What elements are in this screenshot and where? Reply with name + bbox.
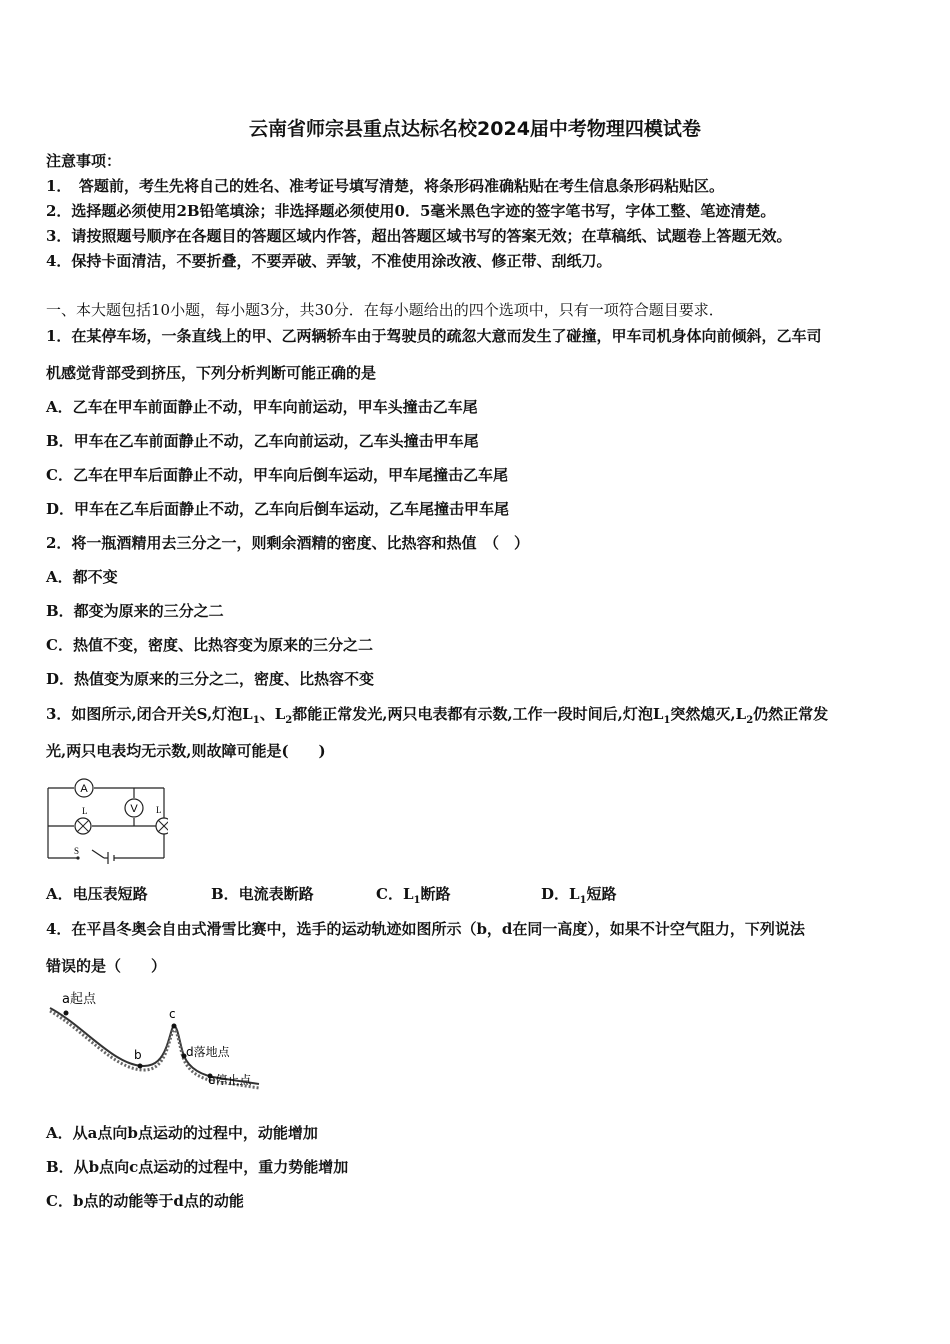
label-b: b	[134, 1048, 142, 1062]
q1-option-c: C．乙车在甲车后面静止不动，甲车向后倒车运动，甲车尾撞击乙车尾	[46, 466, 508, 484]
q2-option-b: B．都变为原来的三分之二	[46, 602, 224, 620]
q3-text-b: 、L	[259, 705, 286, 723]
label-c: c	[169, 1007, 176, 1021]
switch-label: S	[74, 846, 80, 856]
q3-sub-1b: 1	[663, 715, 671, 726]
q3-option-a: A．电压表短路	[46, 885, 148, 903]
q3-option-d-pre: D．L	[541, 885, 580, 903]
q1-stem-line1: 1．在某停车场，一条直线上的甲、乙两辆轿车由于驾驶员的疏忽大意而发生了碰撞，甲车司机身体向前倾斜，乙车司	[46, 327, 822, 345]
circuit-diagram	[44, 776, 168, 866]
switch-pivot	[76, 856, 79, 859]
q4-option-a: A．从a点向b点运动的过程中，动能增加	[46, 1124, 318, 1142]
q4-stem-line1: 4．在平昌冬奥会自由式滑雪比赛中，选手的运动轨迹如图所示（b，d在同一高度），如果不计空气阻力，下列说法	[46, 920, 805, 938]
label-e: e停止点	[208, 1073, 252, 1087]
ammeter-label: A	[80, 783, 88, 795]
q2-option-d: D．热值变为原来的三分之二，密度、比热容不变	[46, 670, 375, 688]
q3-option-d-sub: 1	[579, 895, 587, 906]
notice-item-3: 3．请按照题号顺序在各题目的答题区域内作答，超出答题区域书写的答案无效；在草稿纸、试题卷上答题无效。	[46, 227, 792, 245]
q4-option-b: B．从b点向c点运动的过程中，重力势能增加	[46, 1158, 349, 1176]
lamp-l2-label: L	[82, 806, 88, 816]
point-b	[138, 1064, 143, 1069]
q3-text-a: 3．如图所示,闭合开关S,灯泡L	[46, 705, 253, 723]
notice-item-4: 4．保持卡面清洁，不要折叠，不要弄破、弄皱，不准使用涂改液、修正带、刮纸刀。	[46, 252, 612, 270]
point-a	[64, 1011, 69, 1016]
label-a: a起点	[62, 992, 96, 1007]
q3-stem-line1	[46, 704, 828, 731]
q3-text-d: 突然熄灭,L	[670, 705, 747, 723]
q1-option-a: A．乙车在甲车前面静止不动，甲车向前运动，甲车头撞击乙车尾	[46, 398, 478, 416]
label-d: d落地点	[186, 1045, 230, 1059]
q1-option-b: B．甲车在乙车前面静止不动，乙车向前运动，乙车头撞击甲车尾	[46, 432, 479, 450]
q3-option-b: B．电流表断路	[211, 885, 314, 903]
section-heading: 一、本大题包括10小题，每小题3分，共30分．在每小题给出的四个选项中，只有一项符合题目要求．	[46, 301, 724, 319]
point-c	[172, 1024, 177, 1029]
q2-stem: 2．将一瓶酒精用去三分之一，则剩余酒精的密度、比热容和热值 （ ）	[46, 534, 529, 552]
q3-text-c: 都能正常发光,两只电表都有示数,工作一段时间后,灯泡L	[292, 705, 664, 723]
lamp-l1-label: L	[156, 805, 162, 815]
q4-stem-line2: 错误的是（ ）	[46, 957, 167, 975]
q3-sub-2b: 2	[746, 715, 754, 726]
q2-option-a: A．都不变	[46, 568, 118, 586]
q3-stem-line2: 光,两只电表均无示数,则故障可能是( )	[46, 742, 326, 760]
notice-item-2: 2．选择题必须使用2B铅笔填涂；非选择题必须使用0．5毫米黑色字迹的签字笔书写，字体工整、笔迹清楚。	[46, 202, 776, 220]
q3-option-c-pre: C．L	[376, 885, 414, 903]
q1-option-d: D．甲车在乙车后面静止不动，乙车向后倒车运动，乙车尾撞击甲车尾	[46, 500, 510, 518]
q3-option-c	[376, 883, 450, 912]
notice-heading: 注意事项：	[46, 152, 122, 170]
q3-sub-1a: 1	[252, 715, 260, 726]
q2-option-c: C．热值不变，密度、比热容变为原来的三分之二	[46, 636, 373, 654]
q3-sub-2a: 2	[285, 715, 293, 726]
voltmeter-label: V	[130, 803, 138, 815]
q3-option-c-sub: 1	[413, 895, 421, 906]
ski-trajectory-figure	[44, 986, 270, 1092]
q3-text-e: 仍然正常发	[753, 705, 829, 723]
page-title: 云南省师宗县重点达标名校2024届中考物理四模试卷	[249, 118, 701, 140]
q4-option-c: C．b点的动能等于d点的动能	[46, 1192, 244, 1210]
q3-option-d	[541, 883, 617, 912]
q1-stem-line2: 机感觉背部受到挤压，下列分析判断可能正确的是	[46, 364, 377, 382]
notice-item-1: 1． 答题前，考生先将自己的姓名、准考证号填写清楚，将条形码准确粘贴在考生信息条形码粘贴区。	[46, 177, 724, 195]
lamp-l2-icon	[75, 818, 91, 834]
q3-option-c-post: 断路	[420, 885, 451, 903]
lamp-l1-icon	[156, 818, 168, 834]
q3-option-d-post: 短路	[586, 885, 617, 903]
